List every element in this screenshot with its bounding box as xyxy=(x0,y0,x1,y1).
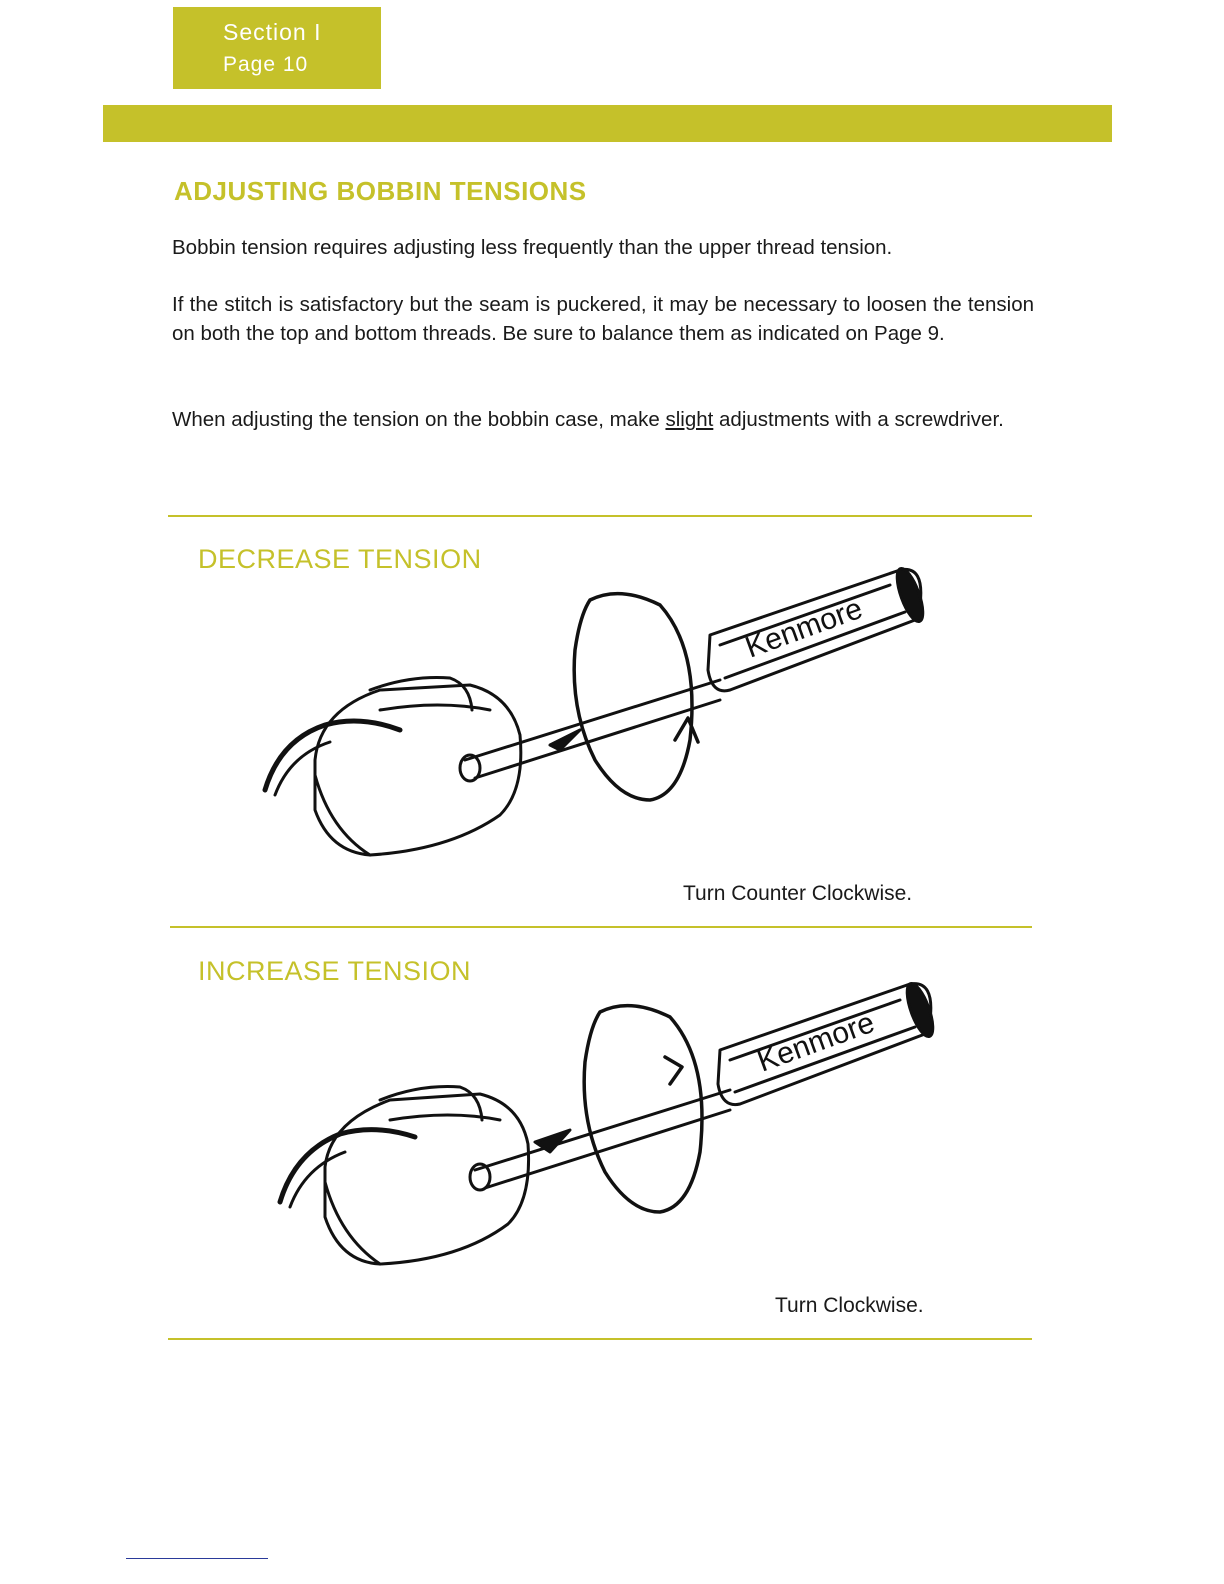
thread-icon xyxy=(280,1130,415,1202)
decrease-caption: Turn Counter Clockwise. xyxy=(683,882,913,905)
paragraph-bobbin-tension: Bobbin tension requires adjusting less frequently than the upper thread tension. xyxy=(172,236,893,259)
brand-label: Kenmore xyxy=(753,1005,879,1079)
divider-top xyxy=(168,515,1032,517)
increase-caption: Turn Clockwise. xyxy=(775,1294,924,1317)
footer-rule xyxy=(126,1558,268,1559)
decrease-tension-illustration xyxy=(250,560,940,870)
emphasis-slight: slight xyxy=(665,408,714,431)
page-title: ADJUSTING BOBBIN TENSIONS xyxy=(174,176,587,206)
divider-middle xyxy=(170,926,1032,928)
section-tab xyxy=(173,7,381,89)
thread-icon xyxy=(265,721,400,790)
rotation-arrow-icon xyxy=(574,594,692,800)
page-label: Page 10 xyxy=(223,53,309,76)
rotation-arrow-icon xyxy=(584,1006,702,1212)
paragraph-puckered-seam: If the stitch is satisfactory but the seam is puckered, it may be necessary to loosen the tension on both the top and bottom threads. Be sure to balance them as indicated on Page 9. xyxy=(172,293,1034,345)
paragraph-screwdriver xyxy=(172,405,1034,434)
header-band xyxy=(103,105,1112,142)
section-label: Section I xyxy=(223,19,322,45)
decrease-tension-heading: DECREASE TENSION xyxy=(198,544,482,574)
paragraph-text-end: adjustments with a screwdriver. xyxy=(713,408,1004,431)
paragraph-text-start: When adjusting the tension on the bobbin case, make xyxy=(172,408,666,431)
increase-tension-heading: INCREASE TENSION xyxy=(198,956,472,986)
increase-tension-illustration xyxy=(270,972,960,1282)
brand-label: Kenmore xyxy=(741,591,867,665)
divider-bottom xyxy=(168,1338,1032,1340)
